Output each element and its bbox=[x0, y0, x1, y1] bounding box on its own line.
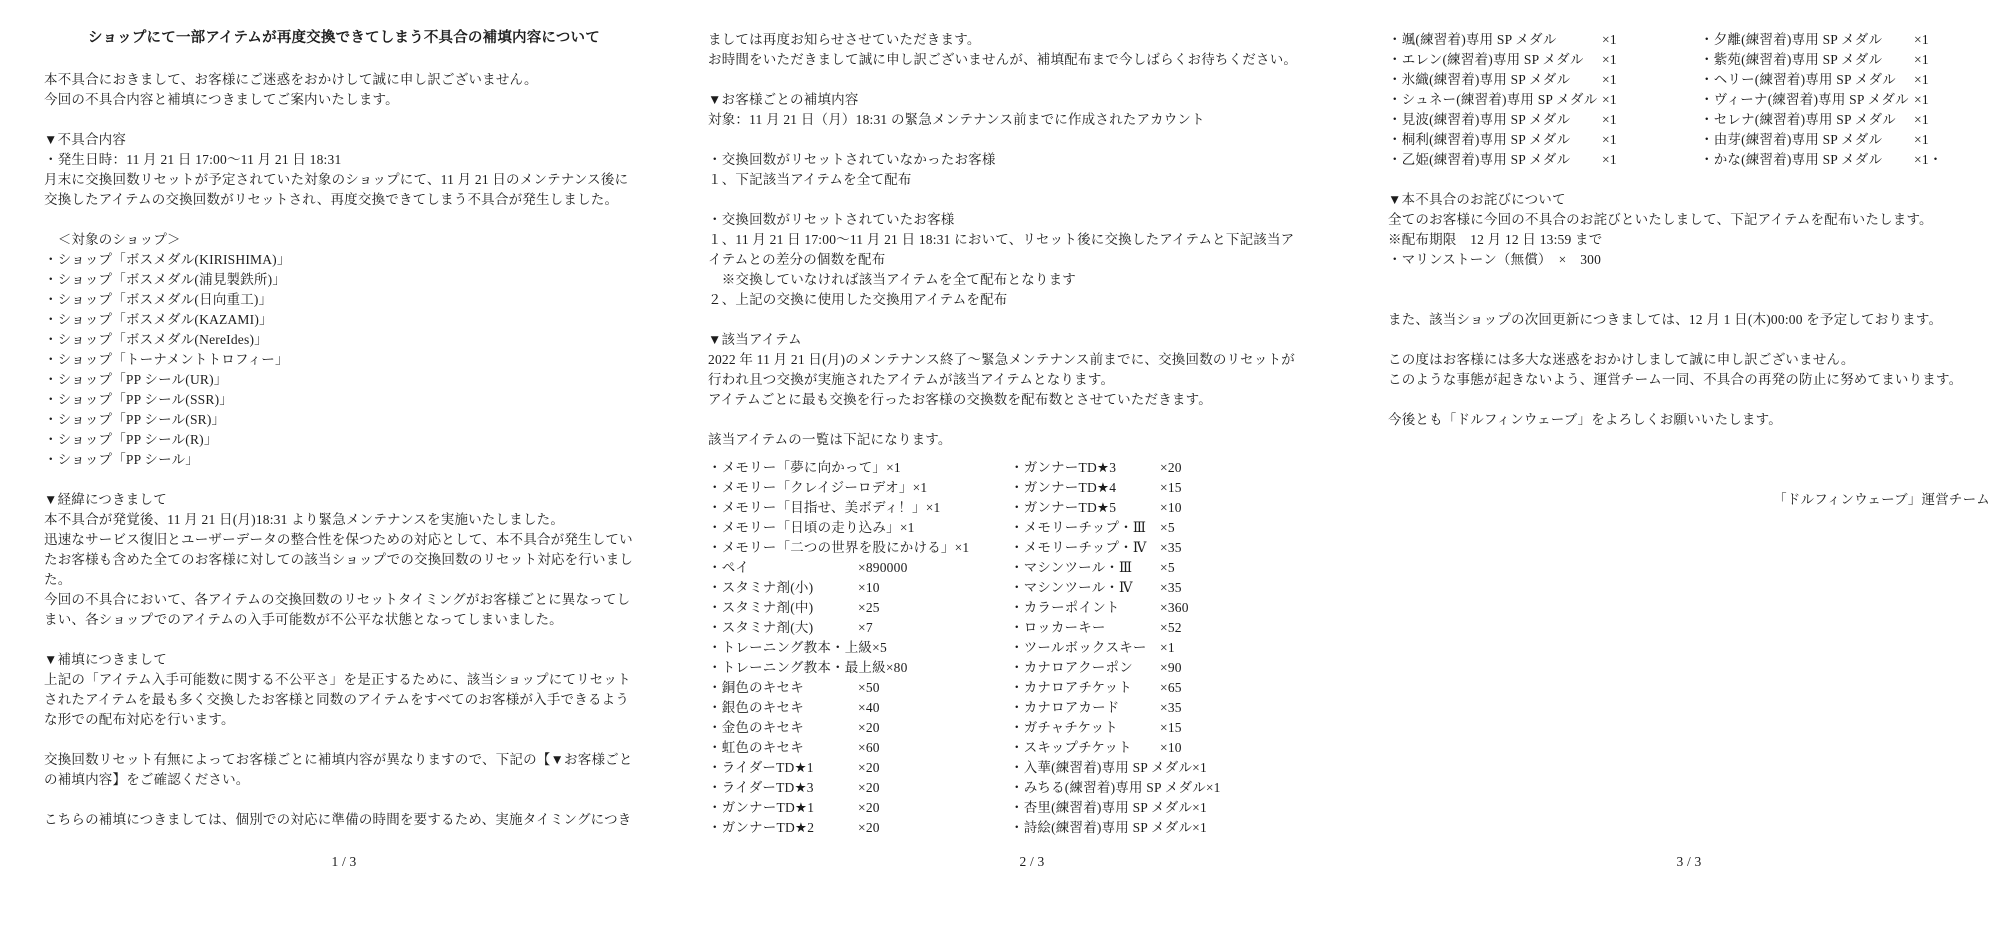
item-count: ×10 bbox=[1160, 500, 1182, 515]
text-line: ２、上記の交換に使用した交換用アイテムを配布 bbox=[708, 292, 1008, 307]
item-count: ×35 bbox=[1160, 700, 1182, 715]
item-row bbox=[708, 718, 1010, 738]
page3-body-lines bbox=[1388, 190, 1990, 430]
text-line bbox=[1388, 390, 1990, 410]
item-row bbox=[1010, 498, 1356, 518]
item-name: ・颯(練習着)専用 SP メダル bbox=[1388, 32, 1557, 47]
text-line bbox=[1388, 290, 1990, 310]
item-count: ×1 bbox=[1205, 780, 1221, 795]
text-line: 全てのお客様に今回の不具合のお詫びといたしまして、下記アイテムを配布いたします。 bbox=[1388, 212, 1933, 227]
text-line: １、11 月 21 日 17:00～11 月 21 日 18:31 において、リセット後に交換したアイテムと下記該当ア bbox=[708, 232, 1295, 247]
text-line: 行われ且つ交換が実施されたアイテムが該当アイテムとなります。 bbox=[708, 372, 1115, 387]
text-line: 迅速なサービス復旧とユーザーデータの整合性を保つための対応として、本不具合が発生してい bbox=[44, 532, 633, 547]
item-name: ・マシンツール・Ⅲ bbox=[1010, 560, 1133, 575]
text-line: 該当アイテムの一覧は下記になります。 bbox=[708, 432, 952, 447]
item-count: ×1 bbox=[1914, 112, 1929, 127]
item-row bbox=[1010, 698, 1356, 718]
item-name: ・ガンナーTD★3 bbox=[1010, 460, 1117, 475]
item-count: ×1 bbox=[1914, 72, 1929, 87]
page-number-3: 3 / 3 bbox=[1676, 854, 1702, 869]
item-count: ×60 bbox=[858, 740, 880, 755]
item-row bbox=[708, 558, 1010, 578]
item-row bbox=[1010, 538, 1356, 558]
item-name: ・ペイ bbox=[708, 560, 750, 575]
item-row bbox=[1010, 818, 1356, 838]
item-row bbox=[1700, 110, 1990, 130]
text-line: ▼経緯につきまして bbox=[44, 492, 167, 507]
page-title: ショップにて一部アイテムが再度交換できてしまう不具合の補填内容について bbox=[88, 30, 600, 46]
item-count: ×5 bbox=[1160, 560, 1175, 575]
item-row bbox=[1010, 578, 1356, 598]
item-name: ・みちる(練習着)専用 SP メダル bbox=[1010, 780, 1206, 795]
item-row bbox=[708, 678, 1010, 698]
text-line: ＜対象のショップ＞ bbox=[44, 232, 181, 247]
text-line: ・ショップ「PP シール(SR)」 bbox=[44, 412, 226, 427]
item-count: ×50 bbox=[858, 680, 880, 695]
text-line: されたアイテムを最も多く交換したお客様と同数のアイテムをすべてのお客様が入手できるよう bbox=[44, 692, 630, 707]
item-count: ×1 bbox=[1192, 800, 1207, 815]
item-count: ×1 bbox=[1192, 760, 1207, 775]
text-line: ・ショップ「ボスメダル(日向重工)」 bbox=[44, 292, 273, 307]
text-line: ・ショップ「PP シール(R)」 bbox=[44, 432, 218, 447]
text-line: ・ショップ「ボスメダル(KAZAMI)」 bbox=[44, 312, 273, 327]
text-line bbox=[708, 310, 1356, 330]
text-line bbox=[708, 130, 1356, 150]
page-number-1: 1 / 3 bbox=[331, 854, 357, 869]
item-count: ×65 bbox=[1160, 680, 1182, 695]
item-count: ×20 bbox=[858, 780, 880, 795]
item-count: ×1 bbox=[1914, 132, 1929, 147]
text-line bbox=[44, 630, 644, 650]
text-line: アイテムごとに最も交換を行ったお客様の交換数を配布数とさせていただきます。 bbox=[708, 392, 1212, 407]
item-name: ・ツールボックスキー bbox=[1010, 640, 1147, 655]
item-row bbox=[1700, 30, 1990, 50]
item-row bbox=[708, 618, 1010, 638]
text-line: ・ショップ「PP シール(UR)」 bbox=[44, 372, 228, 387]
text-line: １、下記該当アイテムを全て配布 bbox=[708, 172, 912, 187]
item-name: ・カナロアチケット bbox=[1010, 680, 1133, 695]
item-name: ・氷織(練習着)専用 SP メダル bbox=[1388, 72, 1571, 87]
item-name: ・虹色のキセキ bbox=[708, 740, 804, 755]
item-count: ×1 bbox=[1192, 820, 1207, 835]
item-name: ・乙姫(練習着)専用 SP メダル bbox=[1388, 152, 1571, 167]
item-count: ×1 bbox=[1602, 72, 1617, 87]
item-count: ×80 bbox=[885, 660, 908, 675]
item-name: ・メモリー「目指せ、美ボディ！」 bbox=[708, 500, 926, 515]
item-row bbox=[1010, 798, 1356, 818]
item-name: ・メモリー「二つの世界を股にかける」 bbox=[708, 540, 955, 555]
item-name: ・杏里(練習着)専用 SP メダル bbox=[1010, 800, 1193, 815]
item-row bbox=[708, 818, 1010, 838]
item-row bbox=[1700, 50, 1990, 70]
item-name: ・ライダーTD★3 bbox=[708, 780, 814, 795]
text-line bbox=[708, 410, 1356, 430]
document-page-2 bbox=[708, 0, 1356, 943]
item-count: ×35 bbox=[1160, 580, 1182, 595]
item-name: ・トレーニング教本・最上級 bbox=[708, 660, 886, 675]
text-line: ・ショップ「ボスメダル(浦見製鉄所)」 bbox=[44, 272, 287, 287]
item-count: ×40 bbox=[858, 700, 880, 715]
item-column-left bbox=[708, 458, 1010, 838]
item-name: ・カラーポイント bbox=[1010, 600, 1120, 615]
item-count: ×1 bbox=[1914, 92, 1929, 107]
text-line: ・ショップ「トーナメントトロフィー」 bbox=[44, 352, 289, 367]
text-line: ・ショップ「PP シール(SSR)」 bbox=[44, 392, 233, 407]
item-count: ×1 bbox=[912, 480, 928, 495]
item-name: ・銅色のキセキ bbox=[708, 680, 804, 695]
item-count: ×5 bbox=[1160, 520, 1175, 535]
item-count: ×5 bbox=[872, 640, 887, 655]
item-count: ×890000 bbox=[858, 560, 908, 575]
item-count: ×1 bbox=[1602, 132, 1617, 147]
item-name: ・マシンツール・Ⅳ bbox=[1010, 580, 1133, 595]
item-row bbox=[708, 778, 1010, 798]
page2-body-lines bbox=[708, 30, 1356, 450]
text-line bbox=[44, 790, 644, 810]
item-row bbox=[1010, 678, 1356, 698]
text-line: ・マリンストーン（無償） × 300 bbox=[1388, 252, 1602, 267]
item-name: ・メモリーチップ・Ⅳ bbox=[1010, 540, 1147, 555]
item-name: ・メモリーチップ・Ⅲ bbox=[1010, 520, 1147, 535]
item-name: ・エレン(練習着)専用 SP メダル bbox=[1388, 52, 1584, 67]
text-line: ※配布期限 12 月 12 日 13:59 まで bbox=[1388, 232, 1603, 247]
text-line: ▼お客様ごとの補填内容 bbox=[708, 92, 859, 107]
text-line: また、該当ショップの次回更新につきましては、12 月 1 日(木)00:00 を予定しております。 bbox=[1388, 312, 1943, 327]
text-line: 上記の「アイテム入手可能数に関する不公平さ」を是正するために、該当ショップにてリセット bbox=[44, 672, 631, 687]
item-row bbox=[1010, 598, 1356, 618]
item-row bbox=[1700, 90, 1990, 110]
item-name: ・シュネー(練習着)専用 SP メダル bbox=[1388, 92, 1598, 107]
text-line: イテムとの差分の個数を配布 bbox=[708, 252, 886, 267]
item-count: ×90 bbox=[1160, 660, 1182, 675]
item-name: ・ライダーTD★1 bbox=[708, 760, 814, 775]
text-line: ▼該当アイテム bbox=[708, 332, 802, 347]
item-row bbox=[1388, 130, 1700, 150]
item-name: ・セレナ(練習着)専用 SP メダル bbox=[1700, 112, 1896, 127]
item-row bbox=[1010, 478, 1356, 498]
text-line bbox=[1388, 330, 1990, 350]
item-name: ・スタミナ剤(中) bbox=[708, 600, 814, 615]
text-line: こちらの補填につきましては、個別での対応に準備の時間を要するため、実施タイミングにつき bbox=[44, 812, 632, 827]
item-name: ・ガチャチケット bbox=[1010, 720, 1118, 735]
item-count: ×1 bbox=[1602, 32, 1617, 47]
item-name: ・見波(練習着)専用 SP メダル bbox=[1388, 112, 1571, 127]
item-name: ・トレーニング教本・上級 bbox=[708, 640, 873, 655]
item-count: ×20 bbox=[858, 800, 880, 815]
item-name: ・夕離(練習着)専用 SP メダル bbox=[1700, 32, 1883, 47]
item-name: ・メモリー「日頃の走り込み」 bbox=[708, 520, 900, 535]
text-line: 今回の不具合内容と補填につきましてご案内いたします。 bbox=[44, 92, 399, 107]
item-row bbox=[1010, 558, 1356, 578]
item-row bbox=[1010, 638, 1356, 658]
item-count: ×35 bbox=[1160, 540, 1182, 555]
text-line bbox=[708, 190, 1356, 210]
text-line bbox=[708, 70, 1356, 90]
item-row bbox=[708, 758, 1010, 778]
text-line: ・発生日時：11 月 21 日 17:00～11 月 21 日 18:31 bbox=[44, 152, 342, 167]
item-name: ・かな(練習着)専用 SP メダル bbox=[1700, 152, 1883, 167]
item-row bbox=[1010, 778, 1356, 798]
text-line bbox=[44, 730, 644, 750]
text-line: な形での配布対応を行います。 bbox=[44, 712, 235, 727]
item-count: ×1 bbox=[1160, 640, 1175, 655]
item-name: ・ガンナーTD★1 bbox=[708, 800, 815, 815]
item-name: ・ガンナーTD★4 bbox=[1010, 480, 1117, 495]
item-row bbox=[1010, 618, 1356, 638]
text-line: 今回の不具合において、各アイテムの交換回数のリセットタイミングがお客様ごとに異なってし bbox=[44, 592, 631, 607]
text-line: まい、各ショップでのアイテムの入手可能数が不公平な状態となってしまいました。 bbox=[44, 612, 563, 627]
item-row bbox=[708, 638, 1010, 658]
medal-column-right bbox=[1700, 30, 1990, 170]
medal-column-left bbox=[1388, 30, 1700, 170]
signature-line: 「ドルフィンウェーブ」運営チーム bbox=[1773, 492, 1990, 507]
item-row bbox=[708, 538, 1010, 558]
item-row bbox=[1010, 758, 1356, 778]
item-name: ・詩絵(練習着)専用 SP メダル bbox=[1010, 820, 1193, 835]
sp-medal-item-grid bbox=[1388, 30, 1990, 170]
item-count: ×10 bbox=[858, 580, 880, 595]
item-count: ×7 bbox=[858, 620, 873, 635]
item-count: ×1 bbox=[1602, 112, 1617, 127]
item-name: ・銀色のキセキ bbox=[708, 700, 804, 715]
item-name: ・スタミナ剤(大) bbox=[708, 620, 814, 635]
item-row bbox=[1388, 150, 1700, 170]
text-line: ▼不具合内容 bbox=[44, 132, 127, 147]
item-name: ・由芽(練習着)専用 SP メダル bbox=[1700, 132, 1883, 147]
text-line: 本不具合が発覚後、11 月 21 日(月)18:31 より緊急メンテナンスを実施いたしました。 bbox=[44, 512, 565, 527]
item-row bbox=[708, 578, 1010, 598]
item-count: ×10 bbox=[1160, 740, 1182, 755]
item-count: ×1 bbox=[1602, 52, 1617, 67]
item-count: ×1 bbox=[1602, 152, 1617, 167]
item-row bbox=[708, 518, 1010, 538]
item-count: ×25 bbox=[858, 600, 880, 615]
item-row bbox=[1010, 658, 1356, 678]
item-name: ・金色のキセキ bbox=[708, 720, 804, 735]
page1-body-lines bbox=[44, 70, 644, 830]
text-line bbox=[44, 110, 644, 130]
text-line: 今後とも「ドルフィンウェーブ」をよろしくお願いいたします。 bbox=[1388, 412, 1782, 427]
item-count: ×1 bbox=[1914, 32, 1929, 47]
item-name: ・メモリー「夢に向かって」 bbox=[708, 460, 887, 475]
text-line: ・交換回数がリセットされていたお客様 bbox=[708, 212, 955, 227]
text-line: た。 bbox=[44, 572, 72, 587]
item-count: ×20 bbox=[858, 820, 880, 835]
text-line: ▼本不具合のお詫びについて bbox=[1388, 192, 1566, 207]
item-name: ・カナロアカード bbox=[1010, 700, 1120, 715]
item-name: ・入華(練習着)専用 SP メダル bbox=[1010, 760, 1193, 775]
text-line: 交換回数リセット有無によってお客様ごとに補填内容が異なりますので、下記の【▼お客様ごと bbox=[44, 752, 633, 767]
item-name: ・メモリー「クレイジーロデオ」 bbox=[708, 480, 913, 495]
item-count: ×52 bbox=[1160, 620, 1182, 635]
text-line: ましては再度お知らせさせていただきます。 bbox=[708, 32, 981, 47]
item-row bbox=[708, 598, 1010, 618]
item-row bbox=[708, 738, 1010, 758]
item-row bbox=[1010, 458, 1356, 478]
compensation-item-grid bbox=[708, 458, 1356, 838]
text-line: の補填内容】をご確認ください。 bbox=[44, 772, 250, 787]
item-count: ×360 bbox=[1160, 600, 1189, 615]
item-row bbox=[1010, 518, 1356, 538]
item-name: ・ヘリー(練習着)専用 SP メダル bbox=[1700, 72, 1896, 87]
item-count: ×1 bbox=[1914, 52, 1929, 67]
item-row bbox=[1388, 50, 1700, 70]
item-name: ・紫苑(練習着)専用 SP メダル bbox=[1700, 52, 1883, 67]
text-line: このような事態が起きないよう、運営チーム一同、不具合の再発の防止に努めてまいります。 bbox=[1388, 372, 1963, 387]
item-name: ・ガンナーTD★2 bbox=[708, 820, 815, 835]
text-line bbox=[44, 470, 644, 490]
item-column-right bbox=[1010, 458, 1356, 838]
item-row bbox=[1700, 70, 1990, 90]
text-line: ・ショップ「ボスメダル(NereIdes)」 bbox=[44, 332, 268, 347]
item-count: ×1 bbox=[1602, 92, 1617, 107]
text-line: お時間をいただきまして誠に申し訳ございませんが、補填配布まで今しばらくお待ちください。 bbox=[708, 52, 1298, 67]
text-line bbox=[44, 210, 644, 230]
item-row bbox=[1388, 70, 1700, 90]
item-row bbox=[1010, 718, 1356, 738]
item-name: ・ロッカーキー bbox=[1010, 620, 1106, 635]
item-name: ・スタミナ剤(小) bbox=[708, 580, 814, 595]
text-line: たお客様も含めた全てのお客様に対しての該当ショップでの交換回数のリセット対応を行いまし bbox=[44, 552, 634, 567]
item-row bbox=[1700, 130, 1990, 150]
item-name: ・ヴィーナ(練習着)専用 SP メダル bbox=[1700, 92, 1909, 107]
item-row bbox=[1388, 90, 1700, 110]
item-name: ・ガンナーTD★5 bbox=[1010, 500, 1117, 515]
text-line: ※交換していなければ該当アイテムを全て配布となります bbox=[708, 272, 1077, 287]
item-count: ×20 bbox=[858, 720, 880, 735]
item-count: ×20 bbox=[1160, 460, 1182, 475]
item-row bbox=[708, 658, 1010, 678]
item-row bbox=[1700, 150, 1990, 170]
text-line: ・ショップ「PP シール」 bbox=[44, 452, 199, 467]
item-count: ×1 bbox=[886, 460, 901, 475]
item-name: ・桐利(練習着)専用 SP メダル bbox=[1388, 132, 1571, 147]
item-row bbox=[1010, 738, 1356, 758]
document-page-3 bbox=[1388, 0, 1990, 943]
item-count: ×1・ bbox=[1914, 152, 1943, 167]
item-count: ×1 bbox=[899, 520, 915, 535]
item-row bbox=[1388, 30, 1700, 50]
text-line: 交換したアイテムの交換回数がリセットされ、再度交換できてしまう不具合が発生しました。 bbox=[44, 192, 619, 207]
text-line: 対象：11 月 21 日（月）18:31 の緊急メンテナンス前までに作成されたアカウント bbox=[708, 112, 1205, 127]
item-row bbox=[1388, 110, 1700, 130]
document-page-1 bbox=[44, 0, 644, 943]
item-name: ・スキップチケット bbox=[1010, 740, 1132, 755]
text-line bbox=[1388, 270, 1990, 290]
item-count: ×20 bbox=[858, 760, 880, 775]
item-count: ×15 bbox=[1160, 480, 1182, 495]
item-row bbox=[708, 698, 1010, 718]
text-line: ・ショップ「ボスメダル(KIRISHIMA)」 bbox=[44, 252, 291, 267]
text-line: ・交換回数がリセットされていなかったお客様 bbox=[708, 152, 996, 167]
item-row bbox=[708, 478, 1010, 498]
item-count: ×1 bbox=[925, 500, 941, 515]
item-count: ×1 bbox=[954, 540, 970, 555]
text-line: この度はお客様には多大な迷惑をおかけしまして誠に申し訳ございません。 bbox=[1388, 352, 1855, 367]
item-row bbox=[708, 498, 1010, 518]
text-line: ▼補填につきまして bbox=[44, 652, 167, 667]
item-row bbox=[708, 798, 1010, 818]
page-number-2: 2 / 3 bbox=[1019, 854, 1045, 869]
text-line: 2022 年 11 月 21 日(月)のメンテナンス終了～緊急メンテナンス前までに、交換回数のリセットが bbox=[708, 352, 1295, 367]
item-name: ・カナロアクーポン bbox=[1010, 660, 1133, 675]
item-count: ×15 bbox=[1160, 720, 1182, 735]
text-line: 本不具合におきまして、お客様にご迷惑をおかけして誠に申し訳ございません。 bbox=[44, 72, 538, 87]
item-row bbox=[708, 458, 1010, 478]
text-line: 月末に交換回数リセットが予定されていた対象のショップにて、11 月 21 日のメンテナンス後に bbox=[44, 172, 629, 187]
